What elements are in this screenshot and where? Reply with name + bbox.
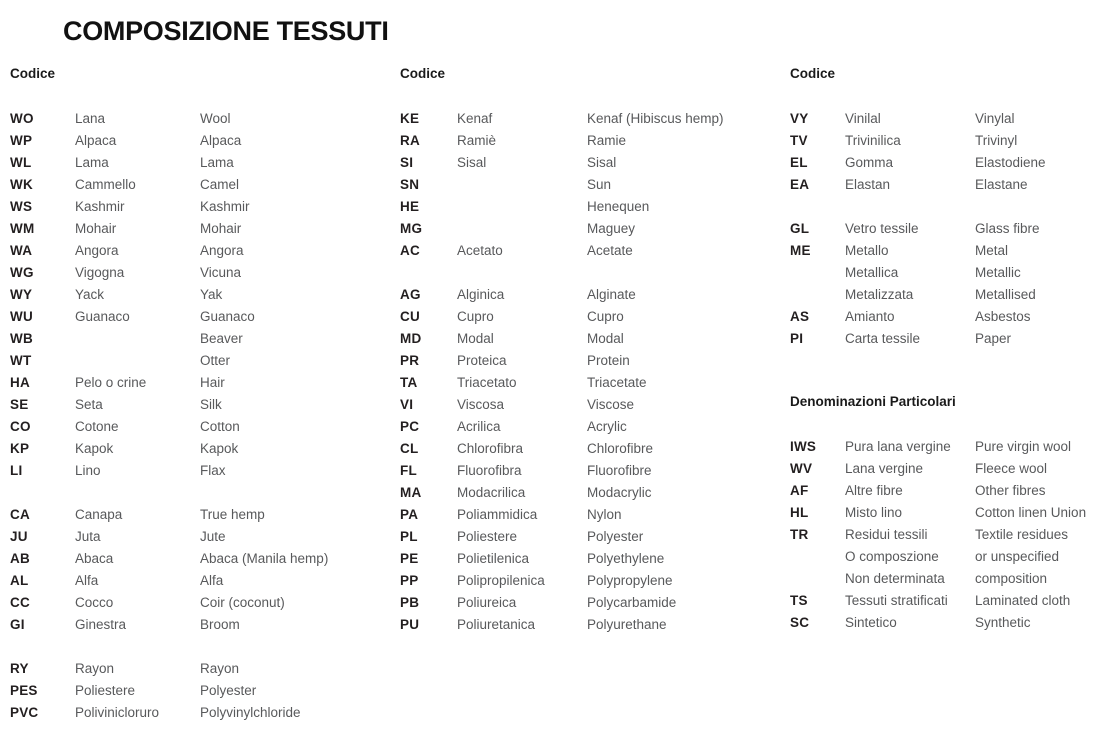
italian-name-cell: Residui tessili	[845, 527, 928, 542]
italian-name-cell	[75, 328, 200, 350]
english-name-cell: Abaca (Manila hemp)	[200, 551, 329, 566]
english-name-cell: Alginate	[587, 287, 636, 302]
italian-name-cell: Tessuti stratificati	[845, 593, 948, 608]
code-cell: TV	[790, 133, 808, 148]
italian-name-cell: Fluorofibra	[457, 463, 522, 478]
table-row	[790, 328, 1102, 350]
table-row	[790, 262, 1102, 284]
code-group	[10, 504, 390, 636]
code-group	[400, 108, 780, 262]
english-name-cell: Metallic	[975, 265, 1021, 280]
section-header: Codice	[400, 66, 446, 81]
italian-name-cell: Cammello	[75, 177, 136, 192]
table-row	[10, 658, 390, 680]
english-name-cell: Polypropylene	[587, 573, 673, 588]
code-group	[790, 218, 1102, 350]
english-name-cell: Henequen	[587, 199, 650, 214]
code-cell: SE	[10, 397, 29, 412]
table-row	[400, 460, 780, 482]
english-name-cell: Jute	[200, 529, 226, 544]
english-name-cell: Kashmir	[200, 199, 250, 214]
english-name-cell: Wool	[200, 111, 231, 126]
table-row	[790, 568, 1102, 590]
code-cell: IWS	[790, 439, 817, 454]
code-cell: WK	[10, 177, 33, 192]
page-title: COMPOSIZIONE TESSUTI	[63, 16, 389, 46]
italian-name-cell: Guanaco	[75, 309, 130, 324]
table-row	[790, 306, 1102, 328]
table-row	[400, 306, 780, 328]
italian-name-cell	[457, 196, 587, 218]
english-name-cell: Flax	[200, 463, 226, 478]
code-cell	[790, 284, 845, 306]
table-row	[10, 174, 390, 196]
italian-name-cell: Sintetico	[845, 615, 897, 630]
english-name-cell: Modacrylic	[587, 485, 652, 500]
code-cell: TR	[790, 527, 809, 542]
code-cell: PES	[10, 683, 38, 698]
table-row	[400, 526, 780, 548]
code-cell: PR	[400, 353, 420, 368]
code-cell: WP	[10, 133, 33, 148]
code-section	[790, 67, 1102, 350]
section-header: Denominazioni Particolari	[790, 394, 956, 409]
code-cell: CL	[400, 441, 419, 456]
table-row	[10, 262, 390, 284]
english-name-cell: Polyurethane	[587, 617, 667, 632]
english-name-cell: Triacetate	[587, 375, 647, 390]
english-name-cell: Beaver	[200, 331, 243, 346]
table-row	[400, 504, 780, 526]
english-name-cell: Alpaca	[200, 133, 242, 148]
italian-name-cell: Modacrilica	[457, 485, 526, 500]
code-cell: WU	[10, 309, 33, 324]
table-row	[10, 240, 390, 262]
english-name-cell: Glass fibre	[975, 221, 1040, 236]
code-group	[790, 108, 1102, 196]
italian-name-cell: Kenaf	[457, 111, 493, 126]
english-name-cell: Chlorofibre	[587, 441, 654, 456]
english-name-cell: Nylon	[587, 507, 622, 522]
english-name-cell: Asbestos	[975, 309, 1031, 324]
italian-name-cell: Carta tessile	[845, 331, 921, 346]
english-name-cell: Trivinyl	[975, 133, 1018, 148]
english-name-cell: Guanaco	[200, 309, 255, 324]
code-cell: PC	[400, 419, 420, 434]
code-cell: HE	[400, 199, 420, 214]
english-name-cell: Polycarbamide	[587, 595, 677, 610]
table-row	[790, 108, 1102, 130]
english-name-cell: Paper	[975, 331, 1012, 346]
english-name-cell: Kenaf (Hibiscus hemp)	[587, 111, 724, 126]
italian-name-cell: Vetro tessile	[845, 221, 919, 236]
english-name-cell: Metallised	[975, 287, 1036, 302]
table-row	[400, 174, 780, 196]
table-row	[10, 416, 390, 438]
table-row	[10, 526, 390, 548]
section-header: Codice	[10, 66, 56, 81]
code-cell: AF	[790, 483, 809, 498]
table-row	[10, 284, 390, 306]
code-cell: RA	[400, 133, 420, 148]
table-row	[790, 524, 1102, 546]
english-name-cell: Elastodiene	[975, 155, 1046, 170]
code-cell: WV	[790, 461, 813, 476]
code-cell: KP	[10, 441, 30, 456]
english-name-cell: Cotton linen Union	[975, 505, 1087, 520]
english-name-cell: Polyvinylchloride	[200, 705, 301, 720]
italian-name-cell: Sisal	[457, 155, 487, 170]
italian-name-cell: Chlorofibra	[457, 441, 524, 456]
code-cell: SC	[790, 615, 810, 630]
code-column-2	[400, 67, 780, 636]
italian-name-cell: Non determinata	[845, 571, 945, 586]
table-row	[400, 152, 780, 174]
italian-name-cell: Triacetato	[457, 375, 517, 390]
italian-name-cell: Poliammidica	[457, 507, 538, 522]
italian-name-cell: Gomma	[845, 155, 894, 170]
english-name-cell: Maguey	[587, 221, 636, 236]
italian-name-cell: Alginica	[457, 287, 505, 302]
table-row	[10, 680, 390, 702]
table-row	[10, 328, 390, 350]
table-row	[790, 240, 1102, 262]
italian-name-cell: Ginestra	[75, 617, 127, 632]
english-name-cell: Kapok	[200, 441, 239, 456]
italian-name-cell: Metalizzata	[845, 287, 914, 302]
code-cell: PB	[400, 595, 420, 610]
code-cell: EL	[790, 155, 808, 170]
italian-name-cell: Polipropilenica	[457, 573, 545, 588]
italian-name-cell: Misto lino	[845, 505, 903, 520]
table-row	[790, 174, 1102, 196]
italian-name-cell	[457, 218, 587, 240]
table-row	[790, 152, 1102, 174]
code-cell: AL	[10, 573, 29, 588]
table-row	[400, 592, 780, 614]
english-name-cell: True hemp	[200, 507, 265, 522]
italian-name-cell	[457, 174, 587, 196]
english-name-cell: Cotton	[200, 419, 240, 434]
italian-name-cell: Poliestere	[457, 529, 518, 544]
code-group	[10, 108, 390, 482]
table-row	[10, 394, 390, 416]
code-cell: TS	[790, 593, 808, 608]
code-cell: FL	[400, 463, 417, 478]
italian-name-cell: Kapok	[75, 441, 114, 456]
english-name-cell: Sun	[587, 177, 612, 192]
italian-name-cell: Proteica	[457, 353, 507, 368]
table-row	[10, 460, 390, 482]
english-name-cell: Metal	[975, 243, 1009, 258]
italian-name-cell: Mohair	[75, 221, 117, 236]
table-row	[790, 480, 1102, 502]
code-cell: WL	[10, 155, 32, 170]
code-cell: ME	[790, 243, 811, 258]
english-name-cell: Polyester	[200, 683, 257, 698]
english-name-cell: Acetate	[587, 243, 633, 258]
code-cell: JU	[10, 529, 28, 544]
code-cell: MA	[400, 485, 422, 500]
table-row	[10, 504, 390, 526]
english-name-cell: Silk	[200, 397, 222, 412]
italian-name-cell: Rayon	[75, 661, 115, 676]
code-cell: PL	[400, 529, 418, 544]
english-name-cell: Sisal	[587, 155, 617, 170]
italian-name-cell: Cocco	[75, 595, 114, 610]
table-row	[400, 284, 780, 306]
english-name-cell: Acrylic	[587, 419, 627, 434]
italian-name-cell: Cotone	[75, 419, 119, 434]
italian-name-cell: Yack	[75, 287, 105, 302]
english-name-cell: or unspecified	[975, 549, 1060, 564]
code-cell: AS	[790, 309, 810, 324]
table-row	[10, 548, 390, 570]
code-cell: GI	[10, 617, 25, 632]
table-row	[790, 546, 1102, 568]
english-name-cell: Broom	[200, 617, 240, 632]
table-row	[400, 482, 780, 504]
italian-name-cell: Amianto	[845, 309, 895, 324]
code-cell: PI	[790, 331, 804, 346]
table-row	[10, 196, 390, 218]
code-cell: WY	[10, 287, 33, 302]
english-name-cell: Fluorofibre	[587, 463, 652, 478]
table-row	[10, 130, 390, 152]
italian-name-cell: O composzione	[845, 549, 939, 564]
code-cell	[790, 262, 845, 284]
code-cell: WA	[10, 243, 33, 258]
code-cell: MG	[400, 221, 423, 236]
table-row	[10, 570, 390, 592]
table-row	[790, 502, 1102, 524]
table-row	[790, 612, 1102, 634]
code-cell: VY	[790, 111, 809, 126]
english-name-cell: Coir (coconut)	[200, 595, 285, 610]
english-name-cell: Yak	[200, 287, 223, 302]
italian-name-cell: Trivinilica	[845, 133, 901, 148]
italian-name-cell: Alpaca	[75, 133, 117, 148]
table-row	[10, 702, 390, 724]
section-header: Codice	[790, 66, 836, 81]
english-name-cell: Ramie	[587, 133, 627, 148]
english-name-cell: Pure virgin wool	[975, 439, 1072, 454]
italian-name-cell: Angora	[75, 243, 119, 258]
code-cell: PE	[400, 551, 419, 566]
table-row	[790, 436, 1102, 458]
italian-name-cell: Pura lana vergine	[845, 439, 951, 454]
italian-name-cell: Juta	[75, 529, 101, 544]
table-row	[400, 130, 780, 152]
code-cell: PU	[400, 617, 420, 632]
table-row	[400, 416, 780, 438]
code-cell: HA	[10, 375, 30, 390]
italian-name-cell: Metallo	[845, 243, 889, 258]
italian-name-cell: Lino	[75, 463, 101, 478]
english-name-cell: Mohair	[200, 221, 242, 236]
table-row	[10, 592, 390, 614]
english-name-cell: Textile residues	[975, 527, 1069, 542]
code-cell: HL	[790, 505, 809, 520]
table-row	[10, 372, 390, 394]
code-cell: VI	[400, 397, 414, 412]
english-name-cell: Vinylal	[975, 111, 1015, 126]
english-name-cell: Other fibres	[975, 483, 1046, 498]
table-row	[400, 240, 780, 262]
code-section	[400, 67, 780, 636]
table-row	[400, 108, 780, 130]
code-cell: AG	[400, 287, 421, 302]
english-name-cell: Alfa	[200, 573, 224, 588]
english-name-cell: Polyethylene	[587, 551, 665, 566]
english-name-cell: Elastane	[975, 177, 1028, 192]
italian-name-cell: Kashmir	[75, 199, 125, 214]
italian-name-cell: Altre fibre	[845, 483, 903, 498]
code-cell: WO	[10, 111, 34, 126]
table-row	[400, 350, 780, 372]
italian-name-cell: Vinilal	[845, 111, 881, 126]
italian-name-cell: Canapa	[75, 507, 123, 522]
table-row	[10, 614, 390, 636]
code-cell: RY	[10, 661, 29, 676]
code-cell: CC	[10, 595, 30, 610]
table-row	[400, 614, 780, 636]
italian-name-cell: Lana	[75, 111, 106, 126]
english-name-cell: Angora	[200, 243, 244, 258]
italian-name-cell: Poliestere	[75, 683, 136, 698]
code-cell: PP	[400, 573, 419, 588]
italian-name-cell: Metallica	[845, 265, 899, 280]
code-cell: CO	[10, 419, 31, 434]
english-name-cell: Protein	[587, 353, 630, 368]
code-cell: EA	[790, 177, 810, 192]
table-row	[400, 218, 780, 240]
code-cell: KE	[400, 111, 420, 126]
code-column-3	[790, 67, 1102, 634]
italian-name-cell: Lana vergine	[845, 461, 924, 476]
italian-name-cell: Modal	[457, 331, 494, 346]
code-cell: GL	[790, 221, 810, 236]
code-group	[400, 284, 780, 636]
table-row	[400, 394, 780, 416]
code-cell: AB	[10, 551, 30, 566]
code-cell: MD	[400, 331, 422, 346]
italian-name-cell: Acrilica	[457, 419, 501, 434]
english-name-cell: Fleece wool	[975, 461, 1048, 476]
english-name-cell: Lama	[200, 155, 234, 170]
table-row	[790, 130, 1102, 152]
code-section	[10, 67, 390, 724]
italian-name-cell: Pelo o crine	[75, 375, 147, 390]
table-row	[10, 108, 390, 130]
table-row	[10, 306, 390, 328]
table-row	[400, 196, 780, 218]
table-row	[10, 218, 390, 240]
italian-name-cell	[75, 350, 200, 372]
table-row	[790, 458, 1102, 480]
table-row	[790, 284, 1102, 306]
english-name-cell: Synthetic	[975, 615, 1031, 630]
code-cell: LI	[10, 463, 23, 478]
english-name-cell: composition	[975, 571, 1048, 586]
table-row	[790, 590, 1102, 612]
code-cell: PA	[400, 507, 419, 522]
italian-name-cell: Alfa	[75, 573, 99, 588]
italian-name-cell: Polivinicloruro	[75, 705, 160, 720]
english-name-cell: Viscose	[587, 397, 635, 412]
italian-name-cell: Viscosa	[457, 397, 505, 412]
code-cell: TA	[400, 375, 418, 390]
italian-name-cell: Elastan	[845, 177, 891, 192]
code-cell: WT	[10, 353, 32, 368]
table-row	[400, 548, 780, 570]
italian-name-cell: Poliureica	[457, 595, 517, 610]
italian-name-cell: Cupro	[457, 309, 494, 324]
table-row	[790, 218, 1102, 240]
english-name-cell: Hair	[200, 375, 225, 390]
italian-name-cell: Poliuretanica	[457, 617, 536, 632]
table-row	[10, 152, 390, 174]
code-column-1	[10, 67, 390, 724]
english-name-cell: Vicuna	[200, 265, 242, 280]
table-row	[400, 372, 780, 394]
table-row	[400, 438, 780, 460]
english-name-cell: Cupro	[587, 309, 624, 324]
code-cell: CU	[400, 309, 420, 324]
table-row	[400, 570, 780, 592]
italian-name-cell: Abaca	[75, 551, 114, 566]
code-cell: SN	[400, 177, 420, 192]
table-row	[400, 328, 780, 350]
code-cell	[790, 546, 845, 568]
english-name-cell: Polyester	[587, 529, 644, 544]
code-cell: WM	[10, 221, 35, 236]
italian-name-cell: Acetato	[457, 243, 503, 258]
italian-name-cell: Lama	[75, 155, 109, 170]
code-cell: WG	[10, 265, 34, 280]
english-name-cell: Modal	[587, 331, 624, 346]
table-row	[10, 350, 390, 372]
english-name-cell: Camel	[200, 177, 240, 192]
english-name-cell: Otter	[200, 353, 231, 368]
english-name-cell: Rayon	[200, 661, 240, 676]
table-row	[10, 438, 390, 460]
italian-name-cell: Ramiè	[457, 133, 497, 148]
code-cell: AC	[400, 243, 420, 258]
code-cell: CA	[10, 507, 30, 522]
italian-name-cell: Seta	[75, 397, 103, 412]
code-group	[10, 658, 390, 724]
code-section	[790, 395, 1102, 634]
italian-name-cell: Vigogna	[75, 265, 125, 280]
english-name-cell: Laminated cloth	[975, 593, 1071, 608]
italian-name-cell: Polietilenica	[457, 551, 530, 566]
code-cell: WB	[10, 331, 33, 346]
code-cell: SI	[400, 155, 414, 170]
code-cell	[790, 568, 845, 590]
code-group	[790, 436, 1102, 634]
code-cell: PVC	[10, 705, 39, 720]
code-cell: WS	[10, 199, 33, 214]
